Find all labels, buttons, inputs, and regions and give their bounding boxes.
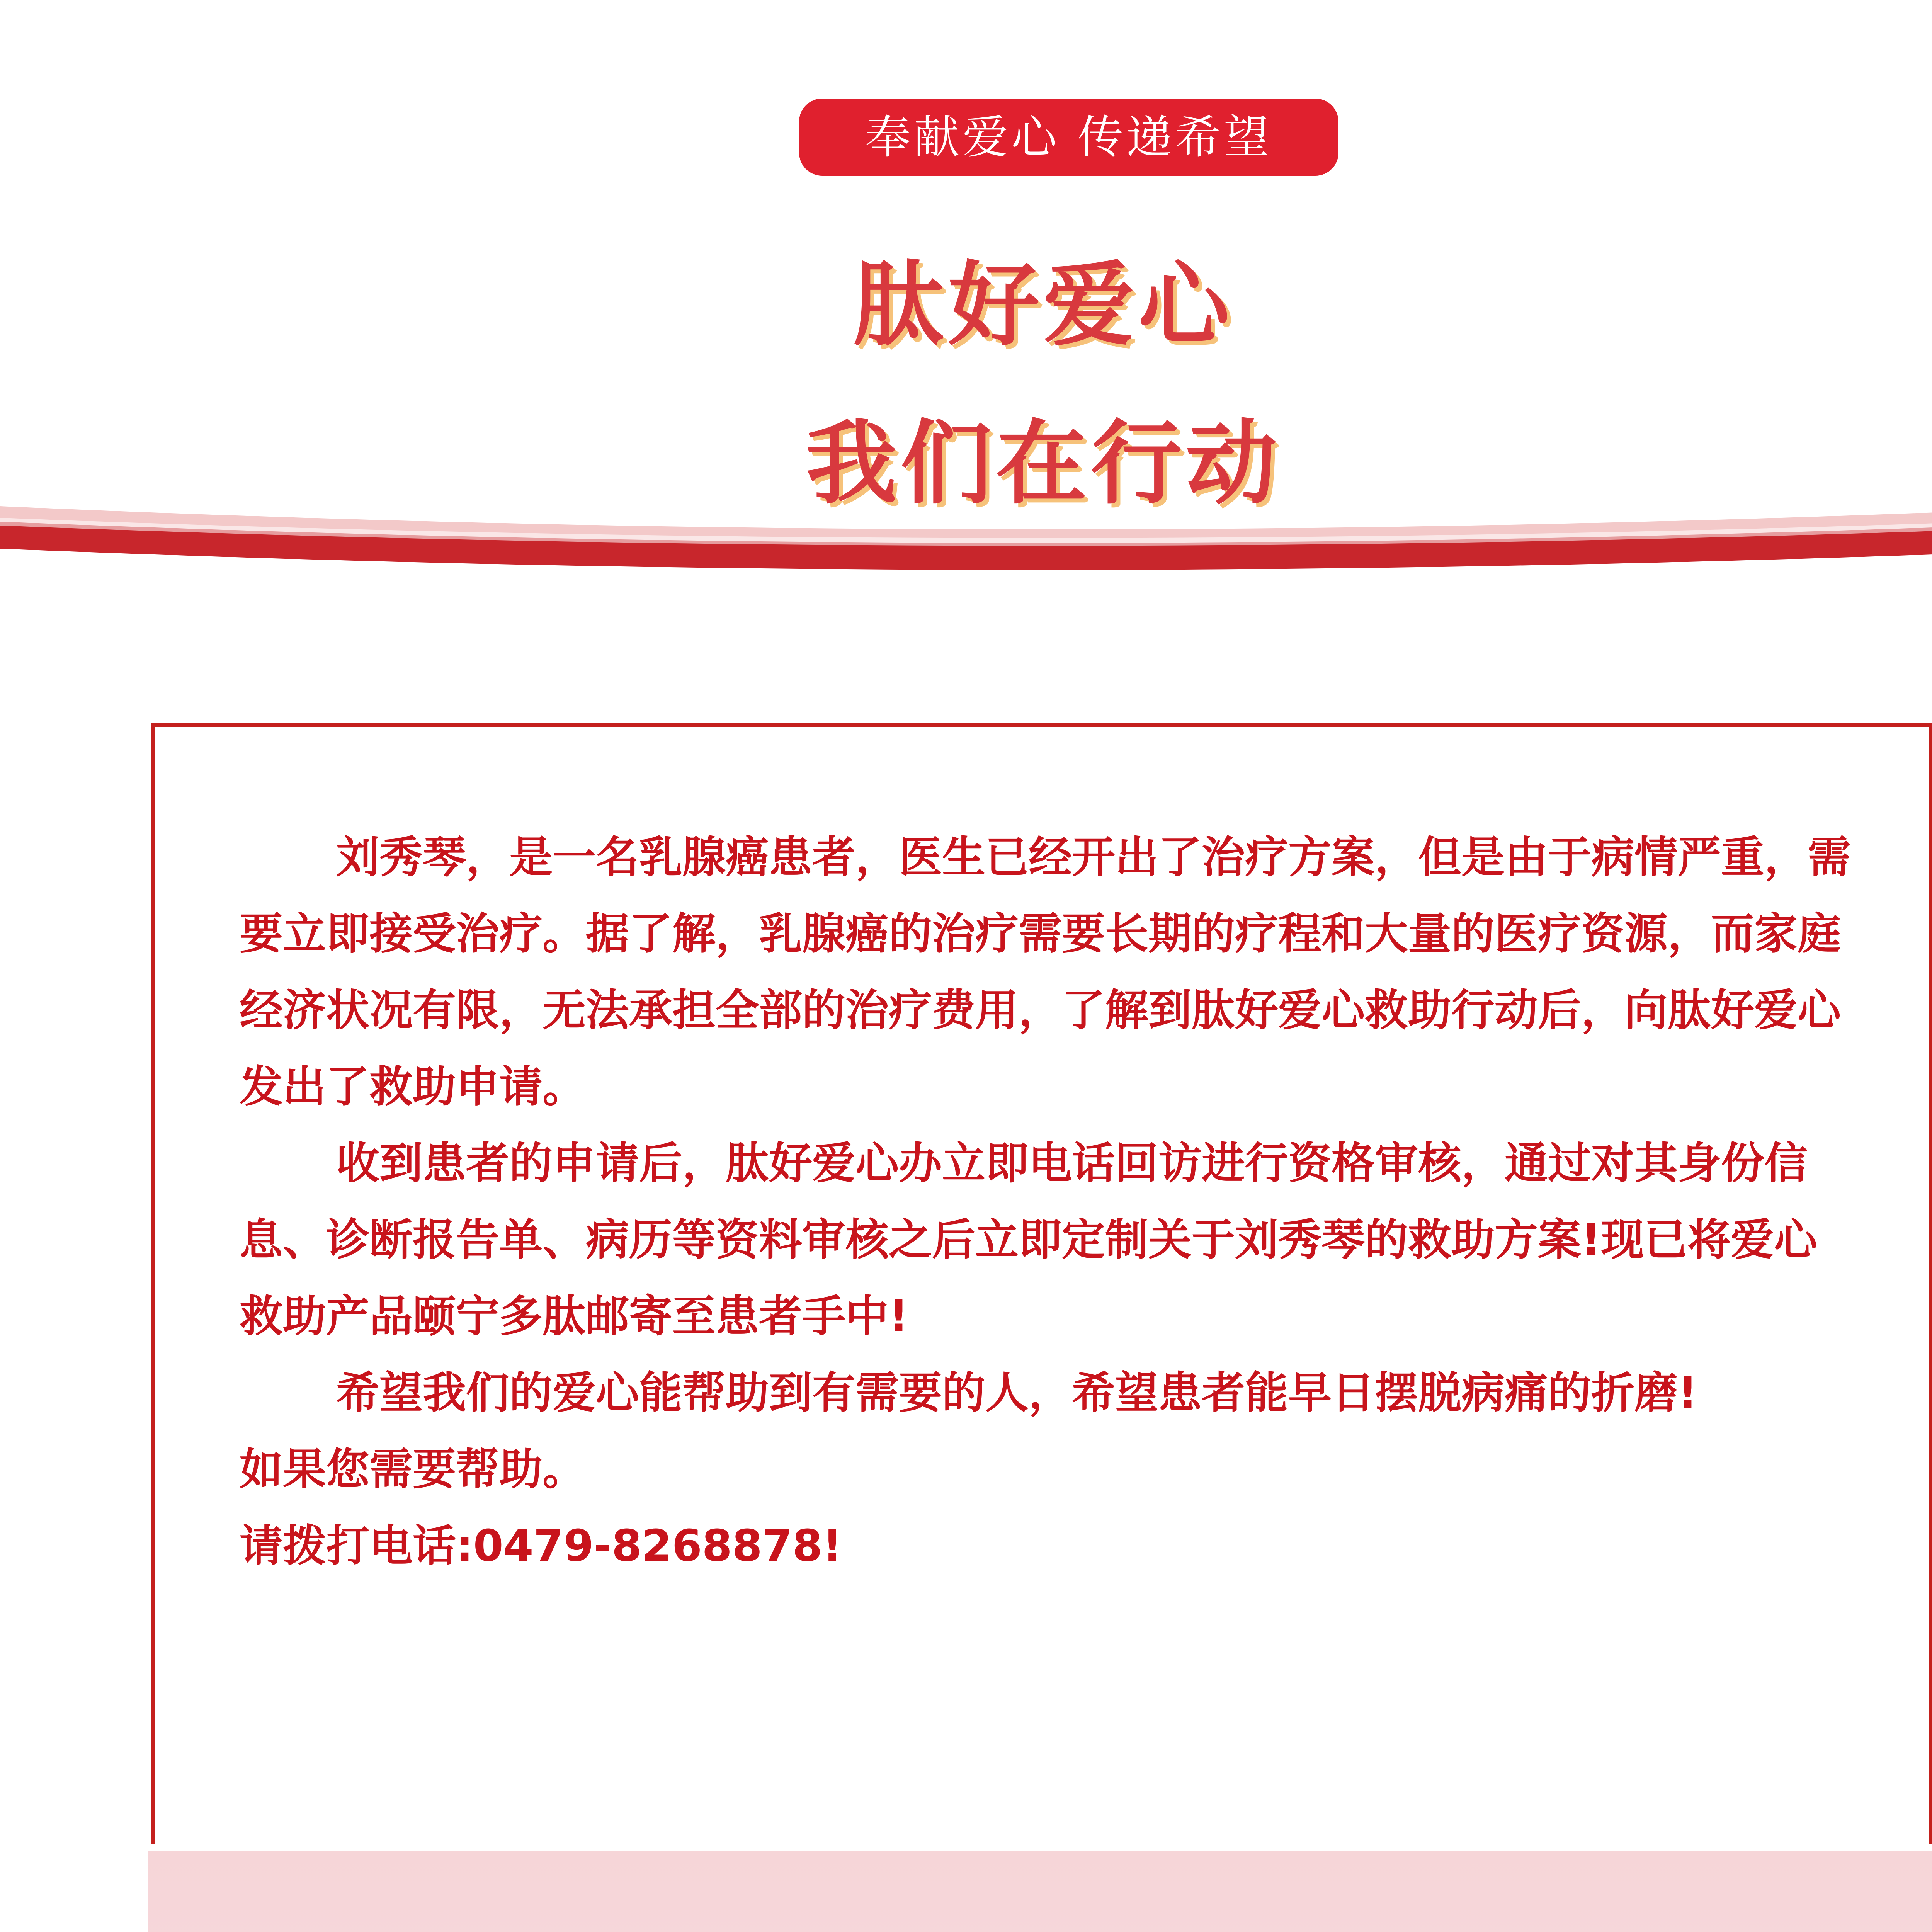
page-title-line1: 肽好爱心: [853, 252, 1233, 358]
page-title-line2: 我们在行动: [805, 410, 1281, 517]
help-prompt: 如果您需要帮助。: [240, 1444, 586, 1495]
banner-illustration: [148, 1851, 1932, 1932]
hotline-text: 请拨打电话:0479-8268878!: [240, 1521, 842, 1571]
header-swoosh: [0, 495, 1932, 595]
story-paragraph-2: 收到患者的申请后，肽好爱心办立即电话回访进行资格审核，通过对其身份信息、诊断报告单、病历等资料审核之后立即定制关于刘秀琴的救助方案!现已将爱心救助产品颐宁多肽邮寄至患者手中!: [240, 1138, 1818, 1342]
charity-banner: [148, 1851, 1932, 1932]
slogan-pill: 奉献爱心 传递希望: [799, 99, 1338, 176]
story-paragraph-1: 刘秀琴，是一名乳腺癌患者，医生已经开出了治疗方案，但是由于病情严重，需要立即接受治疗。据了解，乳腺癌的治疗需要长期的疗程和大量的医疗资源，而家庭经济状况有限，无法承担全部的治疗费用，了解到肽好爱心救助行动后，向肽好爱心发出了救助申请。: [240, 832, 1851, 1112]
story-text: [240, 819, 1855, 1584]
story-paragraph-3: 希望我们的爱心能帮助到有需要的人，希望患者能早日摆脱病痛的折磨!: [336, 1368, 1698, 1418]
